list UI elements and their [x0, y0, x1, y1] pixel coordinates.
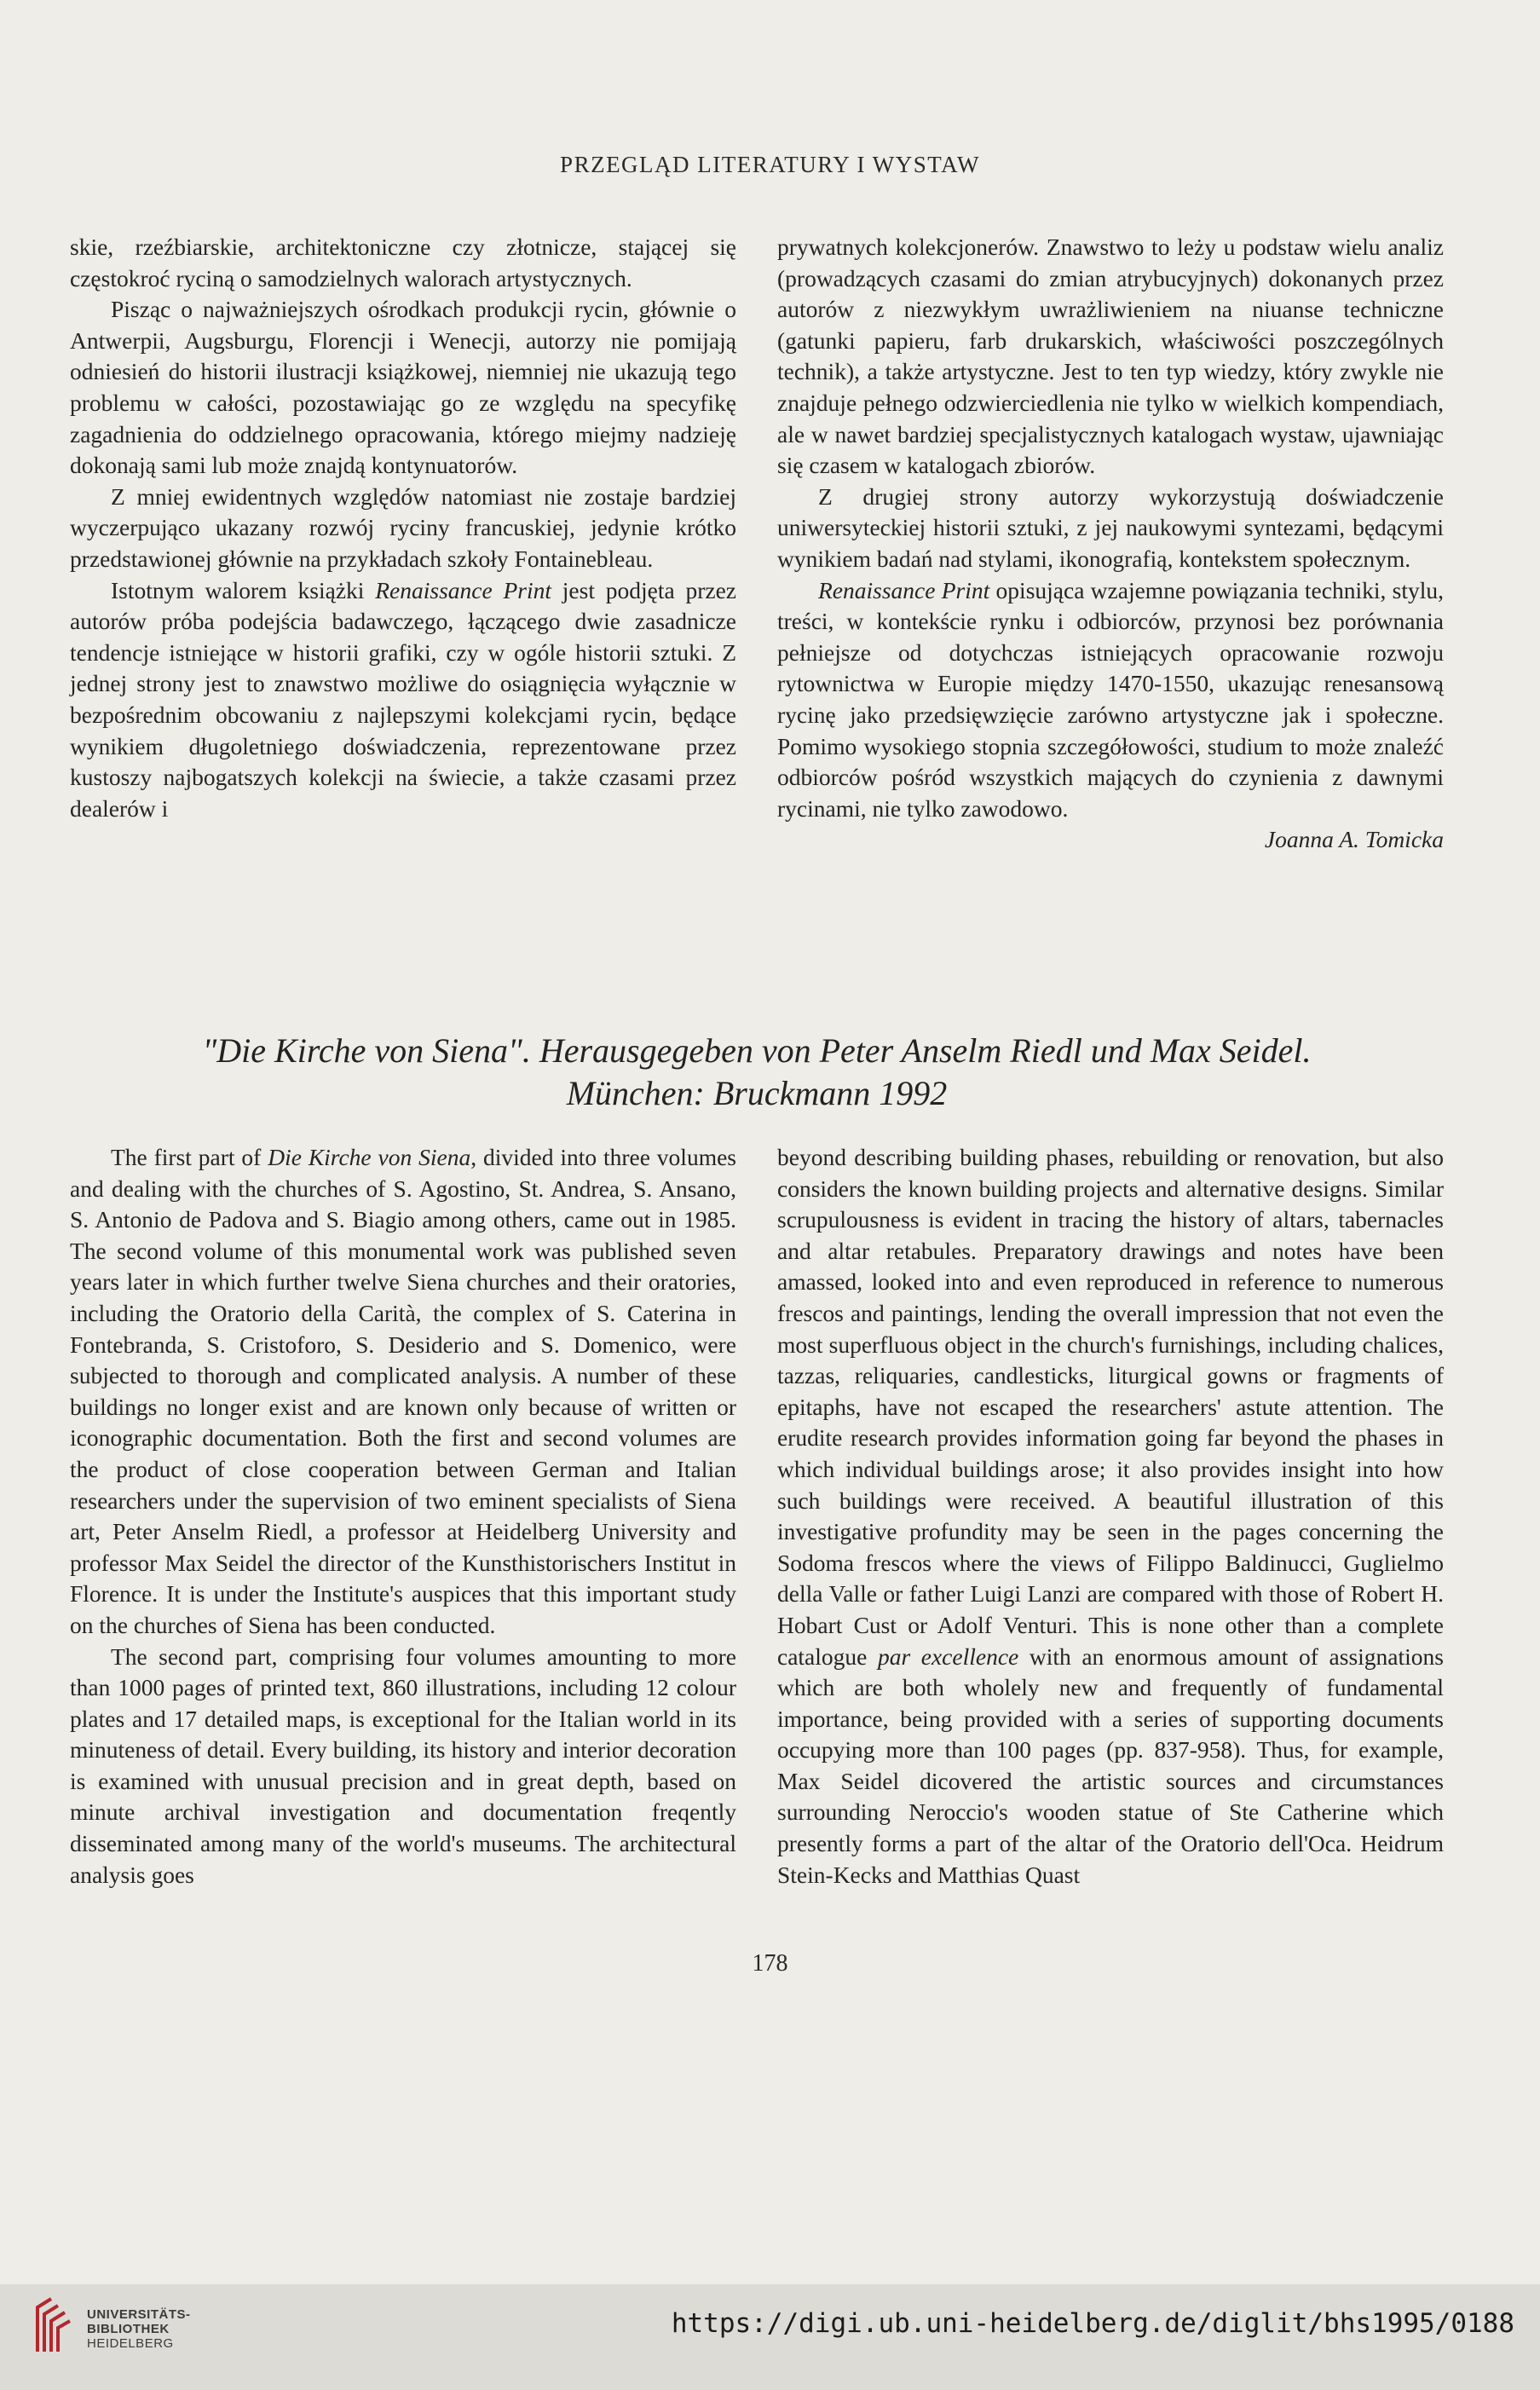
running-head: PRZEGLĄD LITERATURY I WYSTAW: [560, 152, 980, 177]
paragraph: The second part, comprising four volumes amounting to more than 1000 pages of printed text, 860 illustrations, including 12 colour plates and 17 detailed maps, is exceptional for the Italian world in its minuteness of detail. Every building, its history and interior decoration is examined with unusual precision and in great depth, based on minute archival investigation and documentation freqently disseminated among many of the world's museums. The architectural analysis goes: [70, 1642, 736, 1888]
paragraph: [777, 1142, 1444, 1891]
text-run: , divided into three volumes and dealing with the churches of S. Agostino, St. Andrea, S. Ansano, S. Antonio de Padova and S. Biagio among others, came out in 1985. The second volume of this monumental work was published seven years later in which further twelve Siena churches and their oratories, including the Oratorio della Carità, the complex of S. Caterina in Fontebranda, S. Cristoforo, S. Desiderio and S. Domenico, were subjected to thorough and complicated analysis. A number of these buildings no longer exist and are known only because of written or iconographic documentation. Both the first and second volumes are the product of close cooperation between German and Italian researchers under the supervision of two eminent specialists of Siena art, Peter Anselm Riedl, a professor at Heidelberg University and professor Max Seidel the director of the Kunsthistorischers Institut in Florence. It is under the Institute's auspices that this important study on the churches of Siena has been conducted.: [70, 1144, 736, 1638]
page-number: 178: [752, 1950, 788, 1977]
book-title: Renaissance Print: [818, 576, 990, 603]
library-logo-icon[interactable]: [32, 2295, 72, 2355]
text-run: beyond describing building phases, rebuilding or renovation, but also considers the known building projects and alternative designs. Similar scrupulousness is evident in tracing the history of altars, tabernacles and altar retabules. Preparatory drawings and notes have been amassed, looked into and even reproduced in reference to numerous frescos and paintings, lending the overall impression that not even the most superfluous object in the church's furnishings, including chalices, tazzas, reliquaries, candlesticks, liturgical gowns or fragments of epitaphs, have not escaped the researchers' astute attention. The erudite research provides information going far beyond the phases in which individual buildings arose; it also provides insight into how such buildings were received. A beautiful illustration of this investigative profundity may be seen in the pages concerning the Sodoma frescos where the views of Filippo Baldinucci, Guglielmo della Valle or father Luigi Lanzi are compared with those of Robert H. Hobart Cust or Adolf Venturi. This is none other than a complete catalogue: [777, 1144, 1444, 1670]
library-name-line: UNIVERSITÄTS-: [87, 2307, 191, 2322]
article-title-line: München: Bruckmann 1992: [566, 1074, 948, 1112]
review-two-left-column: [70, 1142, 736, 1891]
paragraph: [70, 1142, 736, 1642]
review-two-right-column: [777, 1142, 1444, 1891]
paragraph: [70, 575, 736, 825]
library-name-line: BIBLIOTHEK: [87, 2322, 170, 2336]
text-run: jest podjęta przez autorów próba podejścia badawczego, łączącego dwie zasadnicze tendencje istniejące w historii grafiki, czy w ogóle historii sztuki. Z jednej strony jest to znawstwo możliwe do osiągnięcia wyłącznie w bezpośrednim obcowaniu z najlepszymi kolekcjami rycin, będące wynikiem długoletniego doświadczenia, reprezentowane przez kustoszy najbogatszych kolekcji na świecie, a także czasami przez dealerów i: [70, 576, 737, 822]
book-title: Die Kirche von Siena: [268, 1144, 471, 1170]
library-name[interactable]: [87, 2307, 191, 2351]
review-one-right-column: [777, 232, 1444, 856]
document-url-link[interactable]: https://digi.ub.uni-heidelberg.de/diglit/bhs1995/0188: [671, 2308, 1514, 2339]
paragraph: Z mniej ewidentnych względów natomiast nie zostaje bardziej wyczerpująco ukazany rozwój ryciny francuskiej, jedynie krótko przedstawionej głównie na przykładach szkoły Fontainebleau.: [70, 482, 736, 572]
text-run: with an enormous amount of assignations which are both wholely new and frequently of fundamental importance, being provided with a series of supporting documents occupying more than 100 pages (pp. 837-958). Thus, for example, Max Seidel dicovered the artistic sources and circumstances surrounding Neroccio's wooden statue of Ste Catherine which presently forms a part of the altar of the Oratorio dell'Oca. Heidrum Stein-Kecks and Matthias Quast: [777, 1642, 1444, 1888]
text-run: Istotnym walorem książki: [111, 576, 376, 603]
review-one-left-column: [70, 232, 736, 824]
review-signature: Joanna A. Tomicka: [1264, 826, 1444, 853]
text-run: opisująca wzajemne powiązania techniki, stylu, treści, w kontekście rynku i odbiorców, przynosi bez porównania pełniejsze od dotychczas istniejących opracowanie rozwoju rytownictwa w Europie między 1470-1550, ukazując renesansową rycinę jako przedsięwzięcie zarówno artystyczne jak i społeczne. Pomimo wysokiego stopnia szczegółowości, studium to może znaleźć odbiorców pośród wszystkich mających do czynienia z dawnymi rycinami, nie tylko zawodowo.: [777, 576, 1445, 822]
article-title-line: "Die Kirche von Siena". Herausgegeben von Peter Anselm Riedl und Max Seidel.: [202, 1031, 1312, 1070]
paragraph: prywatnych kolekcjonerów. Znawstwo to leży u podstaw wielu analiz (prowadzących czasami do zmian atrybucyjnych) dokonanych przez autorów z niezwykłym uwrażliwieniem na niuanse techniczne (gatunki papieru, farb drukarskich, właściwości poszczególnych technik), a także artystyczne. Jest to ten typ wiedzy, który zwykle nie znajduje pełnego odzwierciedlenia nie tylko w wielkich kompendiach, ale w nawet bardziej specjalistycznych katalogach wystaw, ujawniając się czasem w katalogach zbiorów.: [777, 234, 1444, 479]
book-title: Renaissance Print: [375, 576, 552, 603]
italic-term: par excellence: [877, 1642, 1019, 1670]
paragraph: skie, rzeźbiarskie, architektoniczne czy złotnicze, stającej się częstokroć ryciną o samodzielnych walorach artystycznych.: [70, 234, 736, 292]
library-name-line: HEIDELBERG: [87, 2336, 174, 2351]
paragraph: [777, 575, 1444, 825]
article-title: [70, 1030, 1444, 1115]
text-run: The first part of: [111, 1144, 268, 1170]
paragraph: Z drugiej strony autorzy wykorzystują doświadczenie uniwersyteckiej historii sztuki, z jej naukowymi syntezami, będącymi wynikiem badań nad stylami, ikonografią, kontekstem społecznym.: [777, 482, 1444, 572]
paragraph: Pisząc o najważniejszych ośrodkach produkcji rycin, głównie o Antwerpii, Augsburgu, Florencji i Wenecji, autorzy nie pomijają odniesień do historii ilustracji książkowej, niemniej nie ukazują tego problemu w całości, pozostawiając go ze względu na specyfikę zagadnienia do oddzielnego opracowania, którego miejmy nadzieję dokonają sami lub może znajdą kontynuatorów.: [70, 296, 736, 479]
